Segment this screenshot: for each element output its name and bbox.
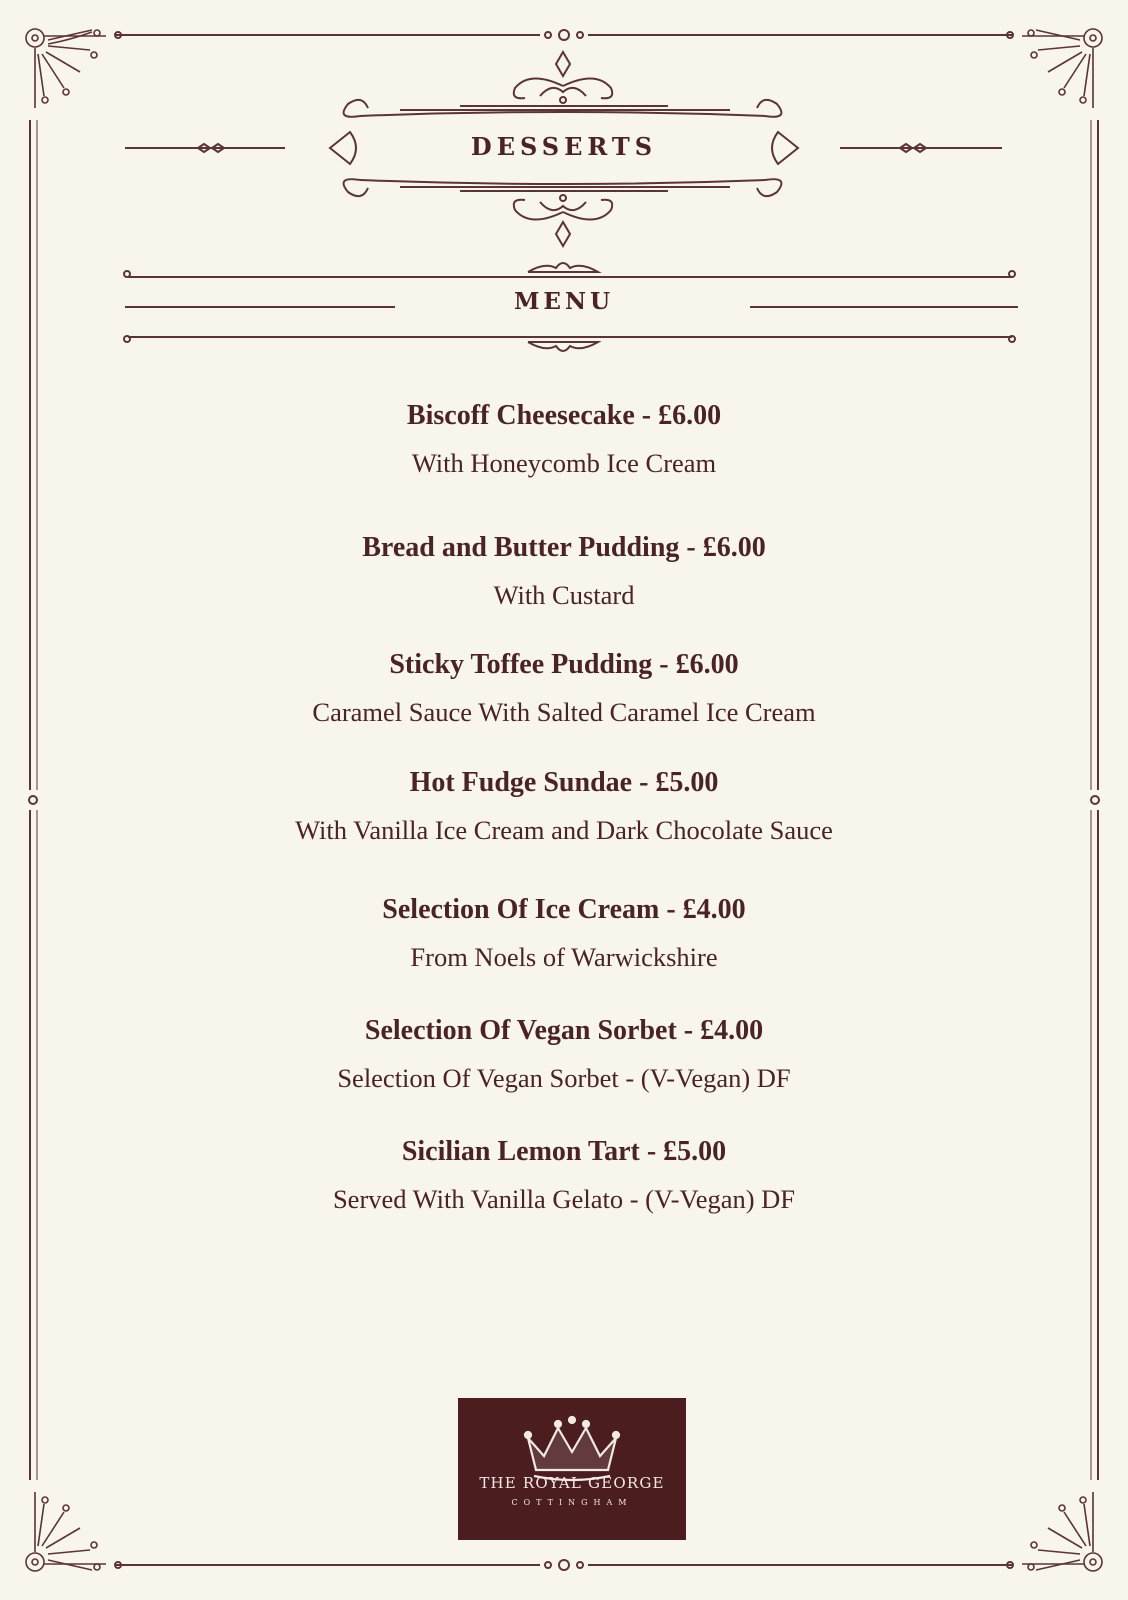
list-item [120, 766, 1008, 847]
list-item [120, 1135, 1008, 1216]
list-item [120, 893, 1008, 974]
item-name: Sticky Toffee Pudding - £6.00 [389, 649, 739, 680]
item-name: Sicilian Lemon Tart - £5.00 [401, 1136, 727, 1167]
item-description: From Noels of Warwickshire [410, 942, 718, 972]
menu-subtitle: MENU [513, 288, 615, 315]
item-description: Served With Vanilla Gelato - (V-Vegan) DF [332, 1184, 796, 1214]
crown-icon [525, 1417, 619, 1480]
corner-ornament-top-right [1022, 29, 1102, 108]
dessert-list [120, 0, 1008, 1250]
corner-ornament-top-left [26, 29, 106, 108]
list-item [120, 399, 1008, 480]
item-description: Selection Of Vegan Sorbet - (V-Vegan) DF [337, 1063, 791, 1093]
item-name: Selection Of Ice Cream - £4.00 [382, 894, 746, 925]
item-description: With Honeycomb Ice Cream [411, 448, 717, 478]
list-item [120, 648, 1008, 729]
restaurant-logo [458, 1398, 686, 1540]
list-item [120, 531, 1008, 612]
logo-location: COTTINGHAM [511, 1498, 633, 1507]
item-name: Bread and Butter Pudding - £6.00 [362, 532, 766, 563]
item-name: Hot Fudge Sundae - £5.00 [409, 767, 719, 798]
menu-title: DESSERTS [470, 132, 658, 161]
item-name: Biscoff Cheesecake - £6.00 [406, 400, 722, 431]
item-name: Selection Of Vegan Sorbet - £4.00 [364, 1015, 764, 1046]
item-description: With Custard [493, 580, 635, 610]
corner-ornament-bottom-left [26, 1492, 106, 1571]
item-description: With Vanilla Ice Cream and Dark Chocolate Sauce [295, 815, 833, 845]
logo-name: THE ROYAL GEORGE [479, 1474, 665, 1492]
item-description: Caramel Sauce With Salted Caramel Ice Cream [312, 697, 816, 727]
list-item [120, 1014, 1008, 1095]
corner-ornament-bottom-right [1022, 1492, 1102, 1571]
